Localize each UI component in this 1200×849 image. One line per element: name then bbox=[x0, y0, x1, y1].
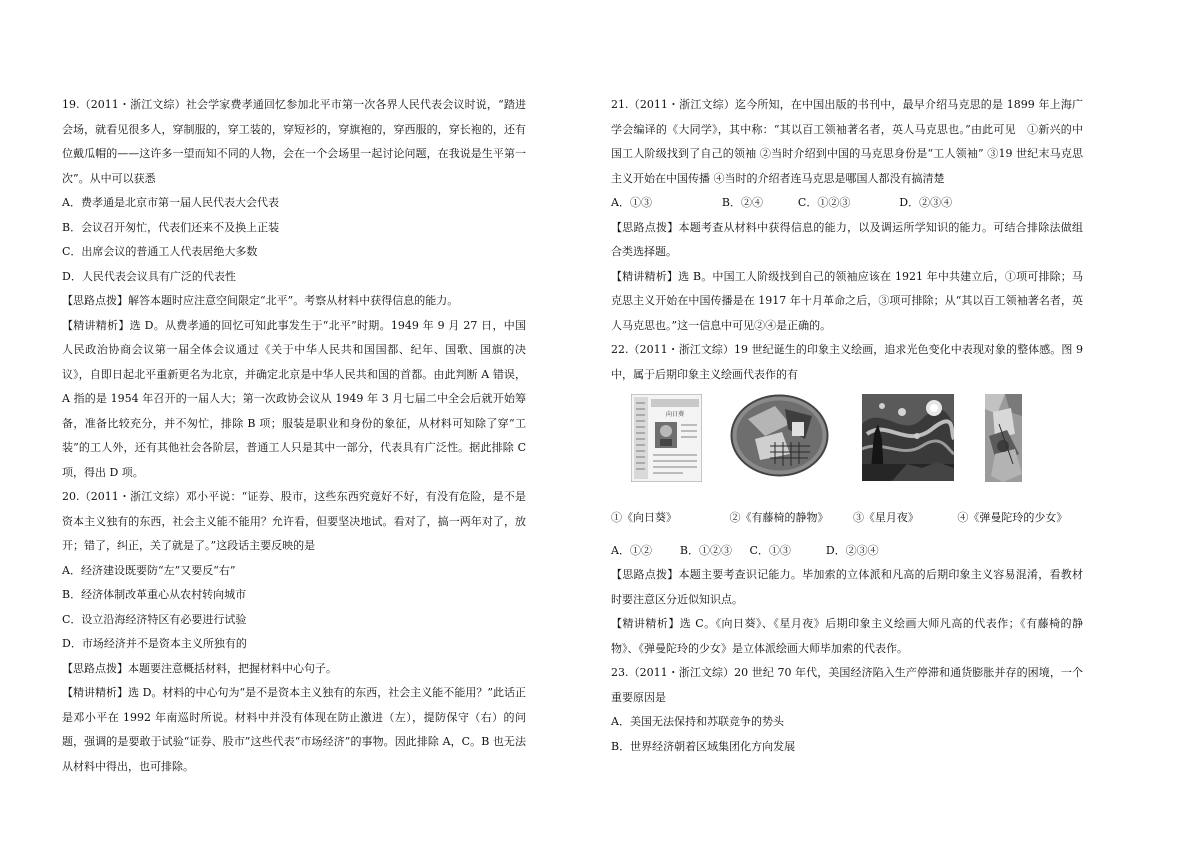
q19-option-c: C．出席会议的普通工人代表居绝大多数 bbox=[62, 245, 258, 258]
q19-option-b: B．会议召开匆忙，代表们还来不及换上正装 bbox=[62, 220, 280, 234]
q19-stem: 19.（2011・浙江文综）社会学家费孝通回忆参加北平市第一次各界人民代表会议时说，“踏进会场，就看见很多人，穿制服的，穿工装的，穿短衫的，穿旗袍的，穿西服的，穿长袍的，还有位戴瓜帽的——这许多一望而知不同的人物，会在一个会场里一起讨论问题，在我说是生平第一次”。从中可以获悉 bbox=[62, 98, 526, 185]
q21-stem: 21.（2011・浙江文综）迄今所知，在中国出版的书刊中，最早介绍马克思的是 1899 年上海广学会编译的《大同学》，其中称：“其以百工领袖著名者，英人马克思也。”由此可见 ①新兴的中国工人阶级找到了自己的领袖 ②当时介绍到中国的马克思身份是“工人领袖” ③19 世纪末马克思主义开始在中国传播 ④当时的介绍者连马克思是哪国人都没有搞清楚 bbox=[611, 98, 1083, 185]
q19-option-a: A．费孝通是北京市第一届人民代表大会代表 bbox=[62, 196, 279, 209]
q20-option-d: D．市场经济并不是资本主义所独有的 bbox=[62, 637, 247, 650]
sunflower-painting-image bbox=[631, 394, 702, 482]
q22-stem: 22.（2011・浙江文综）19 世纪诞生的印象主义绘画，追求光色变化中表现对象的整体感。图 9 中，属于后期印象主义绘画代表作的有 bbox=[611, 343, 1083, 381]
q20-stem: 20.（2011・浙江文综）邓小平说：“证券、股市，这些东西究竟好不好，有没有危险，是不是资本主义独有的东西，社会主义能不能用？允许看，但要坚决地试。看对了，搞一两年对了，放开；错了，纠正，关了就是了。”这段话主要反映的是 bbox=[62, 490, 526, 552]
figure-captions bbox=[611, 506, 1083, 531]
q22-options: A．①② B．①②③ C．①③ D．②③④ bbox=[611, 543, 879, 557]
q21-hint: 【思路点拨】本题考查从材料中获得信息的能力，以及调运所学知识的能力。可结合排除法做组合类选择题。 bbox=[611, 220, 1083, 258]
girl-with-mandolin-image bbox=[985, 394, 1022, 482]
caption-sunflowers: ①《向日葵》 bbox=[611, 511, 677, 524]
q22-analysis: 【精讲精析】选 C。《向日葵》、《星月夜》后期印象主义绘画大师凡高的代表作；《有藤椅的静物》、《弹曼陀玲的少女》是立体派绘画大师毕加索的代表作。 bbox=[611, 617, 1083, 655]
q22-hint: 【思路点拨】本题主要考查识记能力。毕加索的立体派和凡高的后期印象主义容易混淆，看教材时要注意区分近似知识点。 bbox=[611, 568, 1083, 606]
sunflower-label: 向日葵 bbox=[665, 411, 685, 418]
q23-option-a: A．美国无法保持和苏联竞争的势头 bbox=[611, 715, 784, 728]
q21-options: A．①③ B．②④ C．①②③ D．②③④ bbox=[611, 196, 953, 209]
figure-9-paintings bbox=[611, 390, 1083, 502]
caption-starry-night: ③《星月夜》 bbox=[852, 511, 919, 524]
still-life-chair-caning-image bbox=[730, 394, 829, 477]
right-column bbox=[611, 93, 1083, 759]
q19-analysis: 【精讲精析】选 D。从费孝通的回忆可知此事发生于“北平”时期。1949 年 9 月 27 日，中国人民政治协商会议第一届全体会议通过《关于中华人民共和国国都、纪年、国歌、国旗的决议》，自即日起北平重新更名为北京，并确定北京是中华人民共和国的首都。由此判断 A 错误，A 指的是 1954 年召开的一届人大；第一次政协会议从 1949 年 3 月七届二中全会后就开始筹备，准备比较充分，并不匆忙，排除 B 项；服装是职业和身份的象征，从材料可知除了穿“工装”的工人外，还有其他社会各阶层，普通工人只是其中一部分，代表具有广泛性。据此排除 C 项，得出 D 项。 bbox=[62, 318, 526, 479]
q20-option-c: C．设立沿海经济特区有必要进行试验 bbox=[62, 612, 247, 626]
q19-hint: 【思路点拨】解答本题时应注意空间限定“北平”。考察从材料中获得信息的能力。 bbox=[62, 294, 459, 307]
caption-girl-mandolin: ④《弹曼陀玲的少女》 bbox=[957, 511, 1068, 524]
starry-night-image bbox=[862, 394, 954, 481]
left-column bbox=[62, 93, 526, 779]
q20-option-b: B．经济体制改革重心从农村转向城市 bbox=[62, 588, 247, 601]
q23-option-b: B．世界经济朝着区域集团化方向发展 bbox=[611, 739, 796, 753]
q21-analysis: 【精讲精析】选 B。中国工人阶级找到自己的领袖应该在 1921 年中共建立后，①项可排除；马克思主义开始在中国传播是在 1917 年十月革命之后，③项可排除；从“其以百工领袖著名者，英人马克思也。”这一信息中可见②④是正确的。 bbox=[611, 269, 1083, 332]
q19-option-d: D．人民代表会议具有广泛的代表性 bbox=[62, 269, 236, 283]
q20-option-a: A．经济建设既要防“左”又要反“右” bbox=[62, 563, 236, 577]
caption-still-life: ②《有藤椅的静物》 bbox=[729, 511, 829, 524]
q23-stem: 23.（2011・浙江文综）20 世纪 70 年代，美国经济陷入生产停滞和通货膨胀并存的困境，一个重要原因是 bbox=[611, 666, 1083, 704]
q20-hint: 【思路点拨】本题要注意概括材料，把握材料中心句子。 bbox=[62, 661, 337, 675]
q20-analysis: 【精讲精析】选 D。材料的中心句为“是不是资本主义独有的东西，社会主义能不能用？”此话正是邓小平在 1992 年南巡时所说。材料中并没有体现在防止激进（左），提防保守（右）的问题，强调的是要敢于试验“证券、股市”这些代表“市场经济”的事物。因此排除 A，C。B 也无法从材料中得出，也可排除。 bbox=[62, 686, 526, 773]
